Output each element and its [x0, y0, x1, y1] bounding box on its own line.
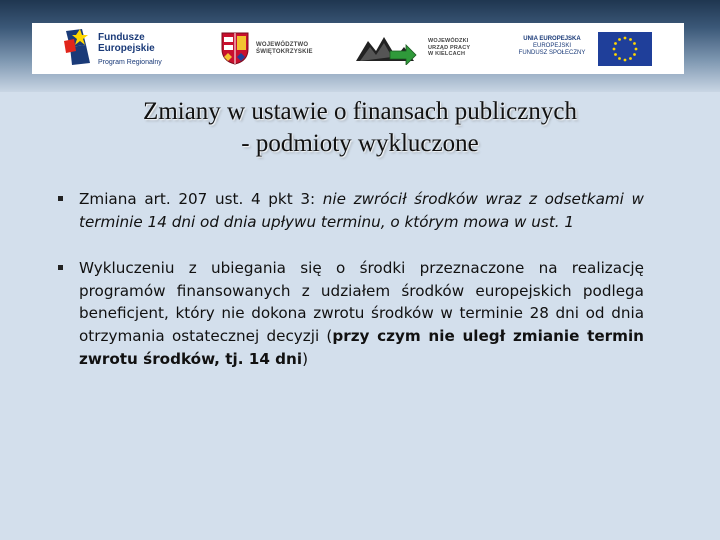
bullet-2-text-c: ) [302, 349, 309, 368]
fe-line1: Fundusze [98, 32, 145, 43]
bullet-marker [58, 265, 63, 270]
eu-logo [512, 31, 682, 67]
ue-line1: UNIA EUROPEJSKA [523, 36, 581, 42]
title-line-1: Zmiany w ustawie o finansach publicznych [143, 98, 577, 125]
logo-bar [32, 23, 684, 74]
wojewodztwo-logo [220, 31, 330, 67]
bullet-marker [58, 196, 63, 201]
coat-of-arms-icon [220, 31, 250, 65]
bullet-2-text-a: Wykluczeniu z ubiegania się o środki przeznaczone na realizację programów finansowanych z udziałem środków europejskich podlega beneficjent, który nie dokona zwrotu środków w terminie 28 dni od dnia otrzymania ostatecznej decyzji ( [79, 259, 644, 345]
slide-title [60, 96, 660, 160]
bullet-item [56, 188, 644, 233]
wup-line1: WOJEWÓDZKI [428, 38, 469, 44]
title-line-2: - podmioty wykluczone [241, 130, 479, 157]
woj-line1: WOJEWÓDZTWO [256, 42, 309, 48]
bullet-2-text-b: przy czym nie uległ zmianie termin zwrotu środków, tj. 14 dni [79, 326, 644, 368]
fe-subtitle: Program Regionalny [98, 59, 162, 66]
ue-line3: FUNDUSZ SPOŁECZNY [518, 50, 586, 56]
mountains-arrow-icon [354, 31, 418, 65]
fe-name [98, 32, 155, 54]
bullet-item [56, 257, 644, 370]
fe-line2: Europejskie [98, 43, 155, 54]
woj-line2: ŚWIĘTOKRZYSKIE [256, 49, 313, 55]
wup-line3: W KIELCACH [428, 51, 466, 57]
wup-logo [354, 31, 504, 67]
wojewodztwo-text [256, 42, 313, 56]
fe-star-icon [62, 27, 96, 67]
fundusze-europejskie-logo [62, 27, 212, 71]
ue-line2: EUROPEJSKI [532, 43, 571, 49]
bullet-1-text-b: nie zwrócił środków wraz z odsetkami w terminie 14 dni od dnia upływu terminu, o którym mowa w ust. 1 [79, 190, 644, 231]
eu-flag-icon [598, 32, 652, 66]
wup-text [428, 38, 470, 58]
wup-line2: URZĄD PRACY [428, 44, 471, 51]
bullet-list [56, 188, 644, 370]
ue-text [512, 36, 592, 57]
bullet-1-text-a: Zmiana art. 207 ust. 4 pkt 3: [79, 190, 323, 208]
